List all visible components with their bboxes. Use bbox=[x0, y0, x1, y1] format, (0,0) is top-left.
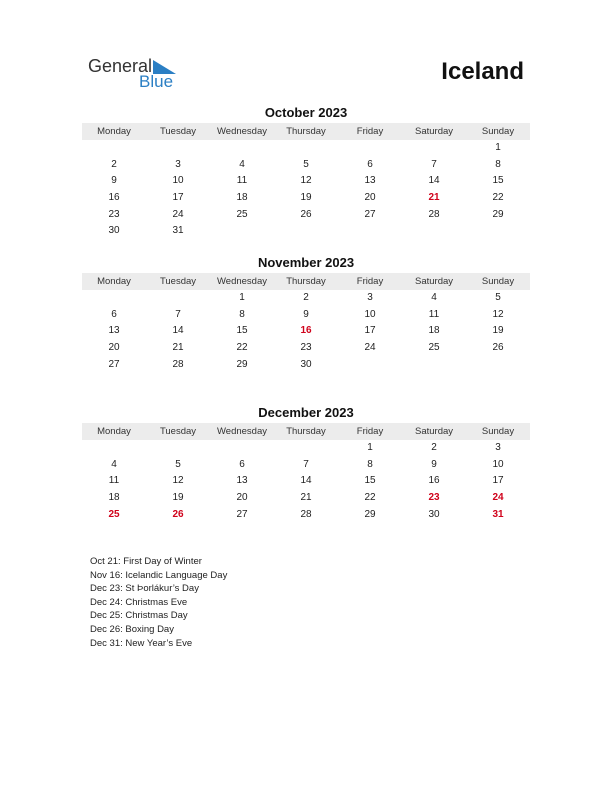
day-cell: 28 bbox=[172, 358, 184, 370]
day-cell: 11 bbox=[428, 308, 440, 320]
weekday-label: Tuesday bbox=[159, 426, 197, 437]
holiday-item: Oct 21: First Day of Winter bbox=[90, 556, 202, 567]
day-cell: 27 bbox=[108, 358, 120, 370]
day-cell bbox=[210, 140, 274, 157]
day-cell bbox=[338, 223, 402, 240]
day-cell: 19 bbox=[492, 325, 504, 337]
day-cell: 27 bbox=[364, 208, 376, 220]
generalblue-logo bbox=[88, 56, 188, 92]
day-cell: 20 bbox=[364, 192, 376, 204]
day-cell: 10 bbox=[172, 175, 184, 187]
day-cell: 4 bbox=[111, 458, 117, 470]
day-cell: 17 bbox=[172, 192, 184, 204]
weekday-label: Thursday bbox=[286, 126, 326, 137]
weekday-label: Friday bbox=[356, 126, 384, 137]
day-cell: 6 bbox=[367, 158, 373, 170]
day-cell: 18 bbox=[108, 492, 120, 504]
day-cell: 13 bbox=[236, 475, 248, 487]
month-title: October 2023 bbox=[264, 105, 348, 120]
day-cell: 27 bbox=[236, 508, 248, 520]
weekday-label: Sunday bbox=[481, 276, 515, 287]
day-cell: 30 bbox=[108, 225, 120, 237]
day-cell: 29 bbox=[236, 358, 248, 370]
day-cell: 24 bbox=[492, 492, 504, 504]
day-cell: 28 bbox=[300, 508, 312, 520]
day-cell: 8 bbox=[495, 158, 501, 170]
weekday-header-row bbox=[82, 273, 530, 290]
day-cell: 17 bbox=[492, 475, 504, 487]
day-cell: 14 bbox=[172, 325, 184, 337]
day-cell: 2 bbox=[111, 158, 117, 170]
day-cell bbox=[274, 440, 338, 457]
day-cell bbox=[210, 223, 274, 240]
logo-text-blue: Blue bbox=[139, 72, 174, 91]
weekday-label: Monday bbox=[97, 426, 131, 437]
day-cell bbox=[466, 223, 530, 240]
day-cell: 14 bbox=[300, 475, 312, 487]
weekday-label: Friday bbox=[356, 276, 384, 287]
day-cell: 3 bbox=[367, 292, 373, 303]
day-cell: 10 bbox=[492, 458, 504, 470]
day-cell bbox=[402, 357, 466, 374]
holiday-item: Dec 26: Boxing Day bbox=[90, 623, 174, 635]
day-cell: 2 bbox=[303, 292, 309, 303]
day-cell bbox=[274, 140, 338, 157]
week-row bbox=[82, 207, 530, 224]
day-cell: 21 bbox=[300, 492, 312, 504]
day-cell: 31 bbox=[492, 508, 504, 520]
day-cell: 3 bbox=[175, 158, 181, 170]
weekday-label: Sunday bbox=[481, 426, 515, 437]
day-cell: 6 bbox=[239, 458, 245, 470]
week-row bbox=[82, 140, 530, 157]
week-row bbox=[82, 173, 530, 190]
weekday-label: Thursday bbox=[286, 426, 326, 437]
weekday-label: Saturday bbox=[414, 426, 454, 437]
week-row bbox=[82, 490, 530, 507]
day-cell: 6 bbox=[111, 308, 117, 320]
week-row bbox=[82, 223, 530, 240]
day-cell: 26 bbox=[492, 342, 504, 354]
day-cell: 15 bbox=[364, 475, 376, 487]
holiday-item: Dec 25: Christmas Day bbox=[90, 610, 188, 622]
day-cell: 2 bbox=[431, 442, 437, 453]
week-row bbox=[82, 473, 530, 490]
weekday-label: Monday bbox=[97, 276, 131, 287]
day-cell: 21 bbox=[172, 342, 184, 354]
day-cell: 23 bbox=[428, 492, 440, 504]
day-cell: 20 bbox=[236, 492, 248, 504]
weekday-label: Saturday bbox=[414, 126, 454, 137]
day-cell bbox=[82, 140, 146, 157]
weekday-header-row bbox=[82, 423, 530, 440]
week-row bbox=[82, 323, 530, 340]
day-cell: 13 bbox=[108, 325, 120, 337]
day-cell: 12 bbox=[172, 475, 184, 487]
day-cell: 9 bbox=[303, 308, 309, 320]
day-cell bbox=[466, 357, 530, 374]
day-cell: 16 bbox=[108, 192, 120, 204]
day-cell: 29 bbox=[492, 208, 504, 220]
weekday-label: Friday bbox=[356, 426, 384, 437]
day-cell: 8 bbox=[239, 308, 245, 320]
weekday-label: Saturday bbox=[414, 276, 454, 287]
weeks-grid bbox=[82, 140, 530, 240]
day-cell: 31 bbox=[172, 225, 184, 237]
day-cell: 7 bbox=[431, 158, 437, 170]
day-cell: 24 bbox=[172, 208, 184, 220]
weekday-label: Wednesday bbox=[217, 426, 267, 437]
day-cell bbox=[338, 357, 402, 374]
day-cell: 18 bbox=[428, 325, 440, 337]
day-cell: 4 bbox=[239, 158, 245, 170]
day-cell: 9 bbox=[431, 458, 437, 470]
day-cell: 16 bbox=[428, 475, 440, 487]
day-cell: 5 bbox=[175, 458, 181, 470]
day-cell: 1 bbox=[495, 142, 501, 153]
week-row bbox=[82, 190, 530, 207]
week-row bbox=[82, 307, 530, 324]
day-cell bbox=[146, 290, 210, 307]
logo-text-general: General bbox=[88, 56, 153, 76]
day-cell: 1 bbox=[239, 292, 245, 303]
day-cell: 30 bbox=[300, 358, 312, 370]
weeks-grid bbox=[82, 440, 530, 523]
day-cell: 13 bbox=[364, 175, 376, 187]
holiday-item: Dec 31: New Year’s Eve bbox=[90, 637, 193, 649]
weekday-label: Monday bbox=[97, 126, 131, 137]
day-cell: 15 bbox=[492, 175, 504, 187]
day-cell: 23 bbox=[300, 342, 312, 354]
day-cell: 20 bbox=[108, 342, 120, 354]
holiday-item: Dec 23: St Þorlákur’s Day bbox=[90, 583, 199, 595]
day-cell: 28 bbox=[428, 208, 440, 220]
day-cell: 22 bbox=[492, 192, 504, 204]
day-cell: 24 bbox=[364, 342, 376, 354]
day-cell: 26 bbox=[172, 508, 184, 520]
month-title: November 2023 bbox=[257, 255, 355, 270]
day-cell: 22 bbox=[364, 492, 376, 504]
weeks-grid bbox=[82, 290, 530, 373]
day-cell: 12 bbox=[300, 175, 312, 187]
weekday-label: Thursday bbox=[286, 276, 326, 287]
holiday-item: Nov 16: Icelandic Language Day bbox=[90, 569, 228, 581]
day-cell bbox=[146, 140, 210, 157]
weekday-label: Tuesday bbox=[159, 276, 197, 287]
week-row bbox=[82, 290, 530, 307]
day-cell bbox=[274, 223, 338, 240]
day-cell: 4 bbox=[431, 292, 437, 303]
day-cell: 25 bbox=[428, 342, 440, 354]
day-cell bbox=[402, 140, 466, 157]
day-cell: 5 bbox=[303, 158, 309, 170]
day-cell: 10 bbox=[364, 308, 376, 320]
day-cell: 25 bbox=[108, 508, 120, 520]
week-row bbox=[82, 507, 530, 524]
day-cell: 5 bbox=[495, 292, 501, 303]
day-cell: 1 bbox=[367, 442, 373, 453]
weekday-label: Sunday bbox=[481, 126, 515, 137]
day-cell: 25 bbox=[236, 208, 248, 220]
day-cell bbox=[82, 440, 146, 457]
day-cell bbox=[402, 223, 466, 240]
week-row bbox=[82, 357, 530, 374]
weekday-label: Wednesday bbox=[217, 126, 267, 137]
day-cell: 16 bbox=[300, 325, 312, 337]
week-row bbox=[82, 340, 530, 357]
day-cell bbox=[146, 440, 210, 457]
day-cell: 3 bbox=[495, 442, 501, 453]
day-cell: 7 bbox=[175, 308, 181, 320]
day-cell: 14 bbox=[428, 175, 440, 187]
day-cell bbox=[338, 140, 402, 157]
week-row bbox=[82, 157, 530, 174]
day-cell: 26 bbox=[300, 208, 312, 220]
day-cell: 21 bbox=[428, 192, 440, 204]
holiday-item: Dec 24: Christmas Eve bbox=[90, 596, 188, 608]
day-cell: 17 bbox=[364, 325, 376, 337]
day-cell bbox=[82, 290, 146, 307]
weekday-label: Wednesday bbox=[217, 276, 267, 287]
country-title: Iceland bbox=[441, 58, 524, 85]
month-december bbox=[82, 404, 530, 523]
week-row bbox=[82, 457, 530, 474]
weekday-label: Tuesday bbox=[159, 126, 197, 137]
day-cell: 22 bbox=[236, 342, 248, 354]
day-cell: 11 bbox=[236, 175, 248, 187]
day-cell: 15 bbox=[236, 325, 248, 337]
week-row bbox=[82, 440, 530, 457]
month-title: December 2023 bbox=[258, 405, 354, 420]
day-cell: 29 bbox=[364, 508, 376, 520]
day-cell: 19 bbox=[172, 492, 184, 504]
day-cell: 8 bbox=[367, 458, 373, 470]
month-october bbox=[82, 104, 530, 240]
day-cell: 11 bbox=[108, 475, 120, 487]
day-cell: 9 bbox=[111, 175, 117, 187]
day-cell bbox=[210, 440, 274, 457]
day-cell: 7 bbox=[303, 458, 309, 470]
month-november bbox=[82, 254, 530, 373]
day-cell: 30 bbox=[428, 508, 440, 520]
holiday-list bbox=[90, 555, 227, 650]
day-cell: 12 bbox=[492, 308, 504, 320]
day-cell: 19 bbox=[300, 192, 312, 204]
day-cell: 18 bbox=[236, 192, 248, 204]
weekday-header-row bbox=[82, 123, 530, 140]
day-cell: 23 bbox=[108, 208, 120, 220]
